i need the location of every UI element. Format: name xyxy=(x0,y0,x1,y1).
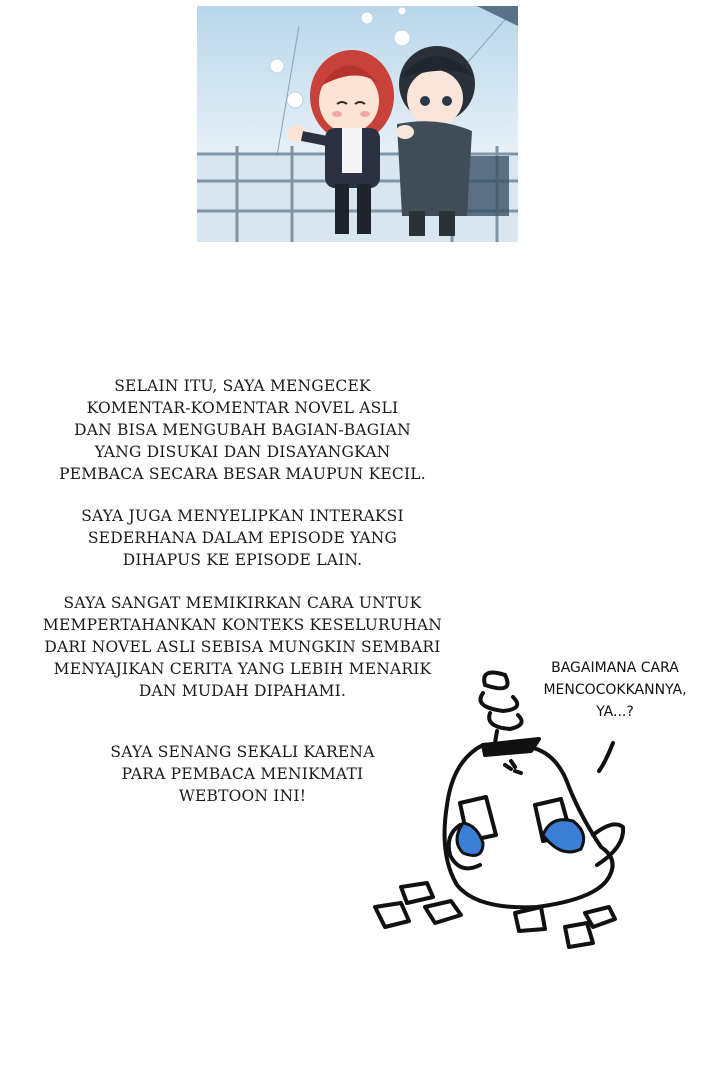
speech-line: BAGAIMANA CARA xyxy=(551,660,679,676)
paragraph-line: SAYA JUGA MENYELIPKAN INTERAKSI xyxy=(81,507,404,525)
paragraph-line: MEMPERTAHANKAN KONTEKS KESELURUHAN xyxy=(42,616,443,634)
paragraph-line: MENYAJIKAN CERITA YANG LEBIH MENARIK xyxy=(53,660,432,678)
paragraph-line: YANG DISUKAI DAN DISAYANGKAN xyxy=(94,443,391,461)
paragraph-interactions xyxy=(40,505,445,571)
paragraph-line: SAYA SANGAT MEMIKIRKAN CARA UNTUK xyxy=(63,594,422,612)
paragraph-line: WEBTOON INI! xyxy=(178,787,307,805)
paragraph-line: PEMBACA SECARA BESAR MAUPUN KECIL. xyxy=(59,465,426,483)
paragraph-line: DAN MUDAH DIPAHAMI. xyxy=(138,682,347,700)
paragraph-line: SAYA SENANG SEKALI KARENA xyxy=(110,743,375,761)
paragraph-line: KOMENTAR-KOMENTAR NOVEL ASLI xyxy=(86,399,399,417)
paragraph-line: SELAIN ITU, SAYA MENGECEK xyxy=(114,377,371,395)
paragraph-line: SEDERHANA DALAM EPISODE YANG xyxy=(87,529,398,547)
illustration-drawing xyxy=(197,6,518,242)
paragraph-line: DARI NOVEL ASLI SEBISA MUNGKIN SEMBARI xyxy=(44,638,441,656)
speech-line: MENCOCOKKANNYA, xyxy=(543,682,687,698)
chibi-couple-illustration xyxy=(197,6,518,242)
paragraph-line: DAN BISA MENGUBAH BAGIAN-BAGIAN xyxy=(74,421,411,439)
paragraph-line: DIHAPUS KE EPISODE LAIN. xyxy=(122,551,363,569)
paragraph-original-comments xyxy=(40,375,445,485)
speech-line: YA...? xyxy=(596,704,634,720)
speech-bubble-text xyxy=(530,657,700,723)
paragraph-line: PARA PEMBACA MENIKMATI xyxy=(121,765,364,783)
